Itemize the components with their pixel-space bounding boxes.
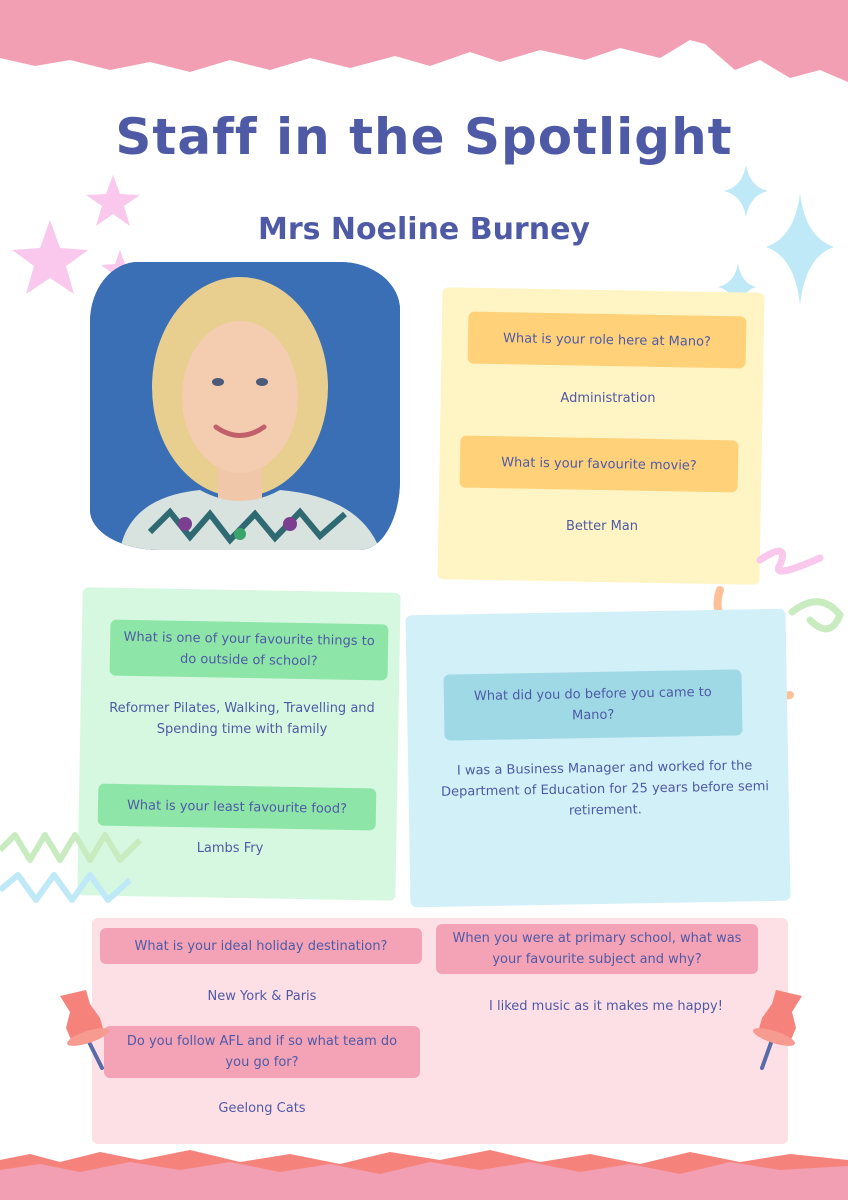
torn-paper-bottom (0, 1140, 848, 1200)
question-before: What did you do before you came to Mano? (443, 669, 742, 740)
zigzag-decoration (0, 820, 150, 930)
page-title: Staff in the Spotlight (115, 108, 733, 166)
question-movie: What is your favourite movie? (460, 436, 739, 493)
answer-holiday: New York & Paris (207, 989, 317, 1004)
pushpin-icon (52, 988, 122, 1072)
question-food: What is your least favourite food? (98, 784, 377, 831)
question-role: What is your role here at Mano? (468, 312, 747, 369)
question-outside: What is one of your favourite things to do outside of school? (110, 620, 389, 681)
answer-outside: Reformer Pilates, Walking, Travelling and Spending time with family (109, 701, 375, 737)
answer-before: I was a Business Manager and worked for the Department of Education for 25 years before semi retirement. (440, 758, 770, 819)
staff-photo (90, 262, 400, 550)
question-afl: Do you follow AFL and if so what team do you go for? (104, 1026, 420, 1078)
pushpin-icon (740, 988, 810, 1072)
staff-name: Mrs Noeline Burney (257, 212, 590, 247)
question-subject: When you were at primary school, what was your favourite subject and why? (436, 924, 758, 974)
question-holiday: What is your ideal holiday destination? (100, 928, 422, 964)
torn-paper-top (0, 0, 848, 95)
answer-movie: Better Man (565, 519, 638, 534)
answer-afl: Geelong Cats (218, 1101, 306, 1116)
answer-subject: I liked music as it makes me happy! (489, 999, 723, 1014)
answer-food: Lambs Fry (196, 841, 264, 856)
answer-role: Administration (560, 391, 656, 406)
